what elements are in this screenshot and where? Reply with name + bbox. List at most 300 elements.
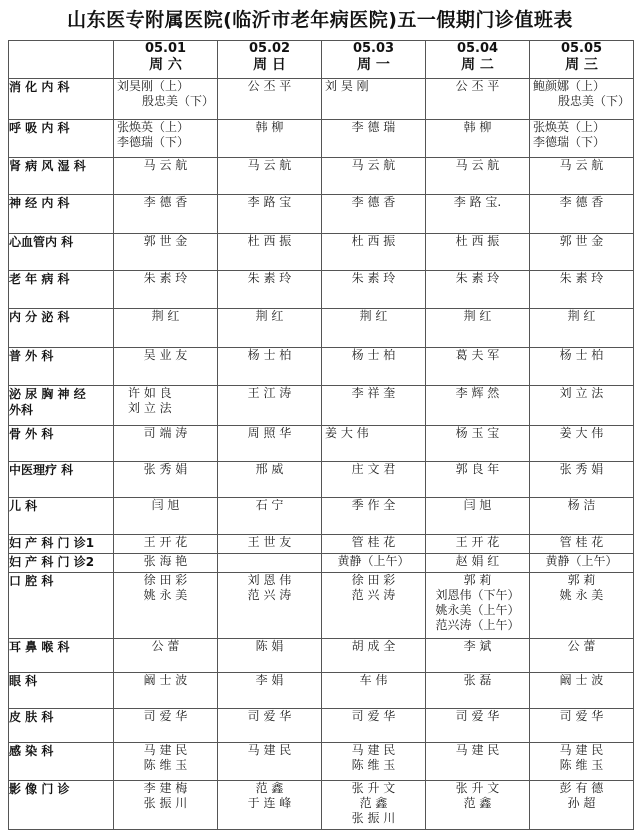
day-date: 05.01 bbox=[144, 41, 187, 56]
duty-cell bbox=[322, 743, 426, 780]
doctor-name: 季 作 全 bbox=[351, 498, 396, 513]
duty-cell bbox=[322, 535, 426, 553]
day-header bbox=[426, 41, 530, 79]
duty-cell bbox=[530, 673, 634, 709]
doctor-name: 马 建 民 bbox=[143, 743, 188, 758]
doctor-name: 石 宁 bbox=[255, 498, 284, 513]
doctor-name: 荆 红 bbox=[567, 309, 596, 324]
doctor-name: 杨 士 柏 bbox=[559, 347, 604, 362]
duty-cell bbox=[322, 119, 426, 157]
doctor-name: 司 爱 华 bbox=[143, 709, 188, 724]
department-cell bbox=[9, 498, 114, 535]
department-name: 老 年 病 科 bbox=[9, 271, 70, 286]
doctor-name: 公 丕 平 bbox=[247, 79, 292, 93]
schedule-row bbox=[9, 673, 634, 709]
department-name: 口 腔 科 bbox=[9, 573, 54, 588]
department-name: 普 外 科 bbox=[9, 348, 54, 363]
day-weekday: 周 一 bbox=[357, 57, 390, 73]
duty-cell bbox=[530, 498, 634, 535]
doctor-name: 荆 红 bbox=[359, 309, 388, 324]
duty-cell bbox=[114, 309, 218, 347]
doctor-name: 李 德 香 bbox=[351, 195, 396, 210]
doctor-name: 郭 良 年 bbox=[455, 461, 500, 476]
doctor-name: 于 连 峰 bbox=[247, 795, 292, 810]
duty-cell bbox=[114, 233, 218, 270]
department-name: 骨 外 科 bbox=[9, 426, 54, 441]
doctor-name: 刘 立 法 bbox=[559, 386, 604, 401]
duty-cell bbox=[114, 461, 218, 497]
duty-cell bbox=[426, 709, 530, 743]
duty-cell bbox=[114, 638, 218, 672]
doctor-name: 徐 田 彩 bbox=[351, 572, 396, 587]
department-name: 泌 尿 胸 神 经 bbox=[9, 387, 86, 402]
department-cell bbox=[9, 743, 114, 780]
department-cell bbox=[9, 425, 114, 461]
duty-cell bbox=[426, 347, 530, 385]
duty-cell bbox=[530, 709, 634, 743]
department-cell bbox=[9, 309, 114, 347]
duty-cell bbox=[322, 195, 426, 233]
department-name: 影 像 门 诊 bbox=[9, 781, 70, 796]
doctor-name: 范 兴 涛 bbox=[247, 587, 292, 602]
schedule-row bbox=[9, 553, 634, 572]
doctor-name: 杨 洁 bbox=[567, 498, 596, 513]
duty-cell bbox=[322, 553, 426, 572]
duty-cell bbox=[426, 195, 530, 233]
schedule-row bbox=[9, 709, 634, 743]
duty-cell bbox=[426, 157, 530, 194]
schedule-row bbox=[9, 79, 634, 120]
doctor-name: 司 爱 华 bbox=[559, 709, 604, 724]
duty-cell bbox=[426, 553, 530, 572]
duty-cell bbox=[114, 572, 218, 638]
day-date: 05.03 bbox=[352, 41, 395, 56]
doctor-name: 陈 维 玉 bbox=[351, 758, 396, 773]
department-cell bbox=[9, 461, 114, 497]
duty-cell bbox=[218, 157, 322, 194]
doctor-name: 姚 永 美 bbox=[143, 587, 188, 602]
doctor-name: 杜 西 振 bbox=[455, 233, 500, 248]
duty-cell bbox=[218, 553, 322, 572]
doctor-name: 李德瑞（下） bbox=[117, 134, 190, 149]
doctor-name: 马 云 航 bbox=[455, 157, 500, 172]
duty-cell bbox=[114, 709, 218, 743]
doctor-name: 韩 柳 bbox=[463, 119, 492, 134]
duty-cell bbox=[218, 638, 322, 672]
doctor-name: 王 开 花 bbox=[143, 535, 188, 550]
department-name: 消 化 内 科 bbox=[9, 80, 70, 94]
doctor-name: 韩 柳 bbox=[255, 119, 284, 134]
page-title: 山东医专附属医院(临沂市老年病医院)五一假期门诊值班表 bbox=[67, 9, 573, 31]
doctor-name: 李 路 宝. bbox=[453, 195, 502, 210]
duty-cell bbox=[322, 309, 426, 347]
schedule-row bbox=[9, 119, 634, 157]
doctor-name: 杜 西 振 bbox=[351, 233, 396, 248]
duty-cell bbox=[530, 553, 634, 572]
schedule-row bbox=[9, 425, 634, 461]
department-name: 神 经 内 科 bbox=[9, 196, 70, 211]
doctor-name: 李德瑞（下） bbox=[533, 134, 606, 149]
duty-cell bbox=[426, 572, 530, 638]
doctor-name: 荆 红 bbox=[255, 309, 284, 324]
day-header bbox=[114, 41, 218, 79]
department-name: 眼 科 bbox=[9, 674, 38, 689]
duty-cell bbox=[530, 119, 634, 157]
department-cell bbox=[9, 119, 114, 157]
department-cell bbox=[9, 79, 114, 120]
doctor-name: 马 建 民 bbox=[351, 743, 396, 758]
duty-cell bbox=[530, 461, 634, 497]
doctor-name: 赵 娟 红 bbox=[455, 553, 500, 568]
duty-cell bbox=[322, 638, 426, 672]
department-cell bbox=[9, 386, 114, 425]
duty-cell bbox=[322, 347, 426, 385]
duty-cell bbox=[530, 233, 634, 270]
duty-cell bbox=[530, 425, 634, 461]
doctor-name: 张 升 文 bbox=[455, 780, 500, 795]
duty-cell bbox=[218, 535, 322, 553]
doctor-name: 李 辉 然 bbox=[455, 386, 500, 401]
duty-cell bbox=[426, 270, 530, 308]
doctor-name: 陈 维 玉 bbox=[143, 758, 188, 773]
department-name: 皮 肤 科 bbox=[9, 710, 54, 725]
duty-cell bbox=[426, 743, 530, 780]
department-cell bbox=[9, 709, 114, 743]
schedule-row bbox=[9, 461, 634, 497]
doctor-name: 管 桂 花 bbox=[559, 535, 604, 550]
doctor-name: 闫 旭 bbox=[151, 498, 180, 513]
duty-cell bbox=[322, 673, 426, 709]
doctor-name: 刘昊刚（上） bbox=[117, 79, 190, 93]
duty-cell bbox=[218, 743, 322, 780]
doctor-name: 郭 莉 bbox=[567, 572, 596, 587]
duty-schedule-table bbox=[8, 40, 634, 830]
doctor-name: 李 德 瑞 bbox=[351, 119, 396, 134]
schedule-row bbox=[9, 270, 634, 308]
duty-cell bbox=[426, 233, 530, 270]
doctor-name: 车 伟 bbox=[359, 673, 388, 688]
duty-cell bbox=[322, 425, 426, 461]
doctor-name: 管 桂 花 bbox=[351, 535, 396, 550]
doctor-name: 马 云 航 bbox=[351, 157, 396, 172]
doctor-name: 王 开 花 bbox=[455, 535, 500, 550]
doctor-name: 马 建 民 bbox=[559, 743, 604, 758]
doctor-name: 李 建 梅 bbox=[143, 780, 188, 795]
doctor-name: 张 振 川 bbox=[351, 810, 396, 825]
department-cell bbox=[9, 195, 114, 233]
doctor-name: 马 云 航 bbox=[247, 157, 292, 172]
duty-cell bbox=[218, 119, 322, 157]
doctor-name: 刘 立 法 bbox=[128, 401, 172, 416]
duty-cell bbox=[218, 425, 322, 461]
duty-cell bbox=[218, 195, 322, 233]
doctor-name: 杨 士 柏 bbox=[247, 347, 292, 362]
doctor-name: 王 世 友 bbox=[247, 535, 292, 550]
duty-cell bbox=[218, 572, 322, 638]
doctor-name: 李 祥 奎 bbox=[351, 386, 396, 401]
doctor-name: 孙 超 bbox=[567, 795, 596, 810]
doctor-name: 郭 世 金 bbox=[559, 233, 604, 248]
duty-cell bbox=[426, 309, 530, 347]
duty-cell bbox=[322, 157, 426, 194]
doctor-name: 殷忠美（下） bbox=[557, 94, 630, 108]
doctor-name: 张焕英（上） bbox=[533, 119, 606, 134]
doctor-name: 司 端 涛 bbox=[143, 425, 188, 440]
doctor-name: 彭 有 德 bbox=[559, 780, 604, 795]
schedule-body bbox=[9, 79, 634, 830]
doctor-name: 杨 玉 宝 bbox=[455, 425, 500, 440]
duty-cell bbox=[322, 233, 426, 270]
duty-cell bbox=[218, 461, 322, 497]
doctor-name: 阚 士 波 bbox=[559, 673, 604, 688]
doctor-name: 殷忠美（下） bbox=[141, 94, 214, 108]
doctor-name: 姜 大 伟 bbox=[325, 425, 369, 440]
doctor-name: 司 爱 华 bbox=[455, 709, 500, 724]
department-cell bbox=[9, 535, 114, 553]
doctor-name: 陈 娟 bbox=[255, 638, 284, 653]
schedule-row bbox=[9, 233, 634, 270]
doctor-name: 马 建 民 bbox=[455, 743, 500, 758]
duty-cell bbox=[426, 119, 530, 157]
duty-cell bbox=[530, 638, 634, 672]
doctor-name: 杜 西 振 bbox=[247, 233, 292, 248]
department-cell bbox=[9, 270, 114, 308]
duty-cell bbox=[426, 673, 530, 709]
department-cell bbox=[9, 638, 114, 672]
duty-cell bbox=[530, 535, 634, 553]
duty-cell bbox=[218, 498, 322, 535]
doctor-name: 鲍颜娜（上） bbox=[533, 79, 606, 93]
duty-cell bbox=[114, 425, 218, 461]
duty-cell bbox=[426, 386, 530, 425]
doctor-name: 马 建 民 bbox=[247, 743, 292, 758]
department-name: 妇 产 科 门 诊2 bbox=[9, 554, 95, 569]
day-header bbox=[530, 41, 634, 79]
department-cell bbox=[9, 157, 114, 194]
duty-cell bbox=[530, 195, 634, 233]
department-name: 呼 吸 内 科 bbox=[9, 120, 70, 135]
corner-cell bbox=[9, 41, 114, 79]
doctor-name: 张焕英（上） bbox=[117, 119, 190, 134]
duty-cell bbox=[530, 157, 634, 194]
duty-cell bbox=[426, 498, 530, 535]
day-weekday: 周 六 bbox=[149, 57, 182, 73]
department-name: 肾 病 风 湿 科 bbox=[9, 158, 86, 173]
department-cell bbox=[9, 233, 114, 270]
duty-cell bbox=[218, 709, 322, 743]
doctor-name: 范 兴 涛 bbox=[351, 587, 396, 602]
doctor-name: 范 鑫 bbox=[463, 795, 492, 810]
duty-cell bbox=[218, 79, 322, 120]
schedule-row bbox=[9, 195, 634, 233]
doctor-name: 郭 世 金 bbox=[143, 233, 188, 248]
schedule-row bbox=[9, 386, 634, 425]
duty-cell bbox=[114, 79, 218, 120]
department-name: 耳 鼻 喉 科 bbox=[9, 639, 70, 654]
doctor-name: 张 振 川 bbox=[143, 795, 188, 810]
duty-cell bbox=[530, 309, 634, 347]
doctor-name: 公 蕾 bbox=[151, 638, 180, 653]
doctor-name: 黄静（上午） bbox=[337, 553, 410, 568]
doctor-name: 范 鑫 bbox=[255, 780, 284, 795]
day-weekday: 周 日 bbox=[253, 57, 286, 73]
schedule-row bbox=[9, 638, 634, 672]
duty-cell bbox=[426, 79, 530, 120]
doctor-name: 公 丕 平 bbox=[455, 79, 500, 93]
doctor-name: 朱 素 玲 bbox=[559, 270, 604, 285]
day-date: 05.02 bbox=[248, 41, 291, 56]
department-cell bbox=[9, 553, 114, 572]
duty-cell bbox=[114, 780, 218, 829]
duty-cell bbox=[114, 498, 218, 535]
duty-cell bbox=[322, 270, 426, 308]
doctor-name: 荆 红 bbox=[151, 309, 180, 324]
doctor-name: 周 照 华 bbox=[247, 425, 292, 440]
doctor-name: 阚 士 波 bbox=[143, 673, 188, 688]
department-name: 心血管内 科 bbox=[9, 234, 74, 249]
doctor-name: 李 德 香 bbox=[143, 195, 188, 210]
schedule-row bbox=[9, 743, 634, 780]
department-cell bbox=[9, 572, 114, 638]
doctor-name: 陈 维 玉 bbox=[559, 758, 604, 773]
duty-cell bbox=[426, 535, 530, 553]
doctor-name: 姚 永 美 bbox=[559, 587, 604, 602]
duty-cell bbox=[218, 233, 322, 270]
day-weekday: 周 三 bbox=[565, 57, 598, 73]
duty-cell bbox=[114, 535, 218, 553]
doctor-name: 王 江 涛 bbox=[247, 386, 292, 401]
duty-cell bbox=[530, 347, 634, 385]
duty-cell bbox=[114, 157, 218, 194]
duty-cell bbox=[218, 386, 322, 425]
duty-cell bbox=[218, 270, 322, 308]
duty-cell bbox=[114, 270, 218, 308]
doctor-name: 刘恩伟（下午） bbox=[435, 587, 520, 602]
doctor-name: 朱 素 玲 bbox=[455, 270, 500, 285]
department-cell bbox=[9, 780, 114, 829]
duty-cell bbox=[114, 743, 218, 780]
day-date: 05.05 bbox=[560, 41, 603, 56]
duty-cell bbox=[426, 638, 530, 672]
doctor-name: 庄 文 君 bbox=[351, 461, 396, 476]
day-header bbox=[218, 41, 322, 79]
duty-cell bbox=[426, 425, 530, 461]
doctor-name: 范 鑫 bbox=[359, 795, 388, 810]
schedule-row bbox=[9, 572, 634, 638]
schedule-row bbox=[9, 347, 634, 385]
doctor-name: 司 爱 华 bbox=[247, 709, 292, 724]
schedule-row bbox=[9, 157, 634, 194]
doctor-name: 李 路 宝 bbox=[247, 195, 292, 210]
doctor-name: 朱 素 玲 bbox=[143, 270, 188, 285]
doctor-name: 徐 田 彩 bbox=[143, 572, 188, 587]
duty-cell bbox=[322, 572, 426, 638]
doctor-name: 黄静（上午） bbox=[545, 553, 618, 568]
duty-cell bbox=[426, 780, 530, 829]
duty-cell bbox=[426, 461, 530, 497]
schedule-row bbox=[9, 780, 634, 829]
doctor-name: 马 云 航 bbox=[559, 157, 604, 172]
duty-cell bbox=[322, 498, 426, 535]
doctor-name: 马 云 航 bbox=[143, 157, 188, 172]
duty-cell bbox=[322, 780, 426, 829]
duty-cell bbox=[114, 386, 218, 425]
doctor-name: 姚永美（上午） bbox=[435, 602, 520, 617]
doctor-name: 李 娟 bbox=[255, 673, 284, 688]
duty-cell bbox=[114, 673, 218, 709]
doctor-name: 刘 昊 刚 bbox=[325, 79, 369, 93]
duty-cell bbox=[322, 461, 426, 497]
day-date: 05.04 bbox=[456, 41, 499, 56]
duty-cell bbox=[114, 195, 218, 233]
schedule-row bbox=[9, 535, 634, 553]
department-name: 中医理疗 科 bbox=[9, 462, 74, 477]
duty-cell bbox=[322, 386, 426, 425]
doctor-name: 闫 旭 bbox=[463, 498, 492, 513]
doctor-name: 李 德 香 bbox=[559, 195, 604, 210]
duty-cell bbox=[218, 780, 322, 829]
duty-cell bbox=[218, 347, 322, 385]
department-name: 儿 科 bbox=[9, 499, 38, 514]
schedule-row bbox=[9, 498, 634, 535]
duty-cell bbox=[530, 386, 634, 425]
duty-cell bbox=[114, 553, 218, 572]
doctor-name: 郭 莉 bbox=[463, 572, 492, 587]
department-name: 外科 bbox=[9, 403, 34, 418]
doctor-name: 张 升 文 bbox=[351, 780, 396, 795]
doctor-name: 范兴涛（上午） bbox=[435, 617, 520, 632]
doctor-name: 杨 士 柏 bbox=[351, 347, 396, 362]
doctor-name: 张 秀 娟 bbox=[559, 461, 604, 476]
doctor-name: 许 如 良 bbox=[128, 386, 172, 401]
doctor-name: 张 秀 娟 bbox=[143, 461, 188, 476]
doctor-name: 朱 素 玲 bbox=[351, 270, 396, 285]
duty-cell bbox=[114, 119, 218, 157]
department-cell bbox=[9, 673, 114, 709]
duty-cell bbox=[218, 673, 322, 709]
doctor-name: 朱 素 玲 bbox=[247, 270, 292, 285]
duty-cell bbox=[322, 709, 426, 743]
duty-cell bbox=[322, 79, 426, 120]
department-name: 内 分 泌 科 bbox=[9, 310, 70, 325]
doctor-name: 司 爱 华 bbox=[351, 709, 396, 724]
header-row bbox=[9, 41, 634, 79]
doctor-name: 胡 成 全 bbox=[351, 638, 396, 653]
department-cell bbox=[9, 347, 114, 385]
duty-cell bbox=[218, 309, 322, 347]
doctor-name: 李 斌 bbox=[463, 638, 492, 653]
department-name: 感 染 科 bbox=[9, 744, 54, 759]
doctor-name: 张 磊 bbox=[463, 673, 492, 688]
duty-cell bbox=[114, 347, 218, 385]
doctor-name: 刘 恩 伟 bbox=[247, 572, 292, 587]
schedule-row bbox=[9, 309, 634, 347]
doctor-name: 姜 大 伟 bbox=[559, 425, 604, 440]
doctor-name: 吴 业 友 bbox=[143, 347, 188, 362]
doctor-name: 荆 红 bbox=[463, 309, 492, 324]
duty-cell bbox=[530, 743, 634, 780]
doctor-name: 公 蕾 bbox=[567, 638, 596, 653]
duty-cell bbox=[530, 572, 634, 638]
doctor-name: 张 海 艳 bbox=[143, 553, 188, 568]
duty-cell bbox=[530, 270, 634, 308]
doctor-name: 葛 夫 军 bbox=[455, 347, 500, 362]
doctor-name: 邢 威 bbox=[255, 461, 284, 476]
department-name: 妇 产 科 门 诊1 bbox=[9, 536, 95, 551]
day-header bbox=[322, 41, 426, 79]
day-weekday: 周 二 bbox=[461, 57, 494, 73]
duty-cell bbox=[530, 79, 634, 120]
